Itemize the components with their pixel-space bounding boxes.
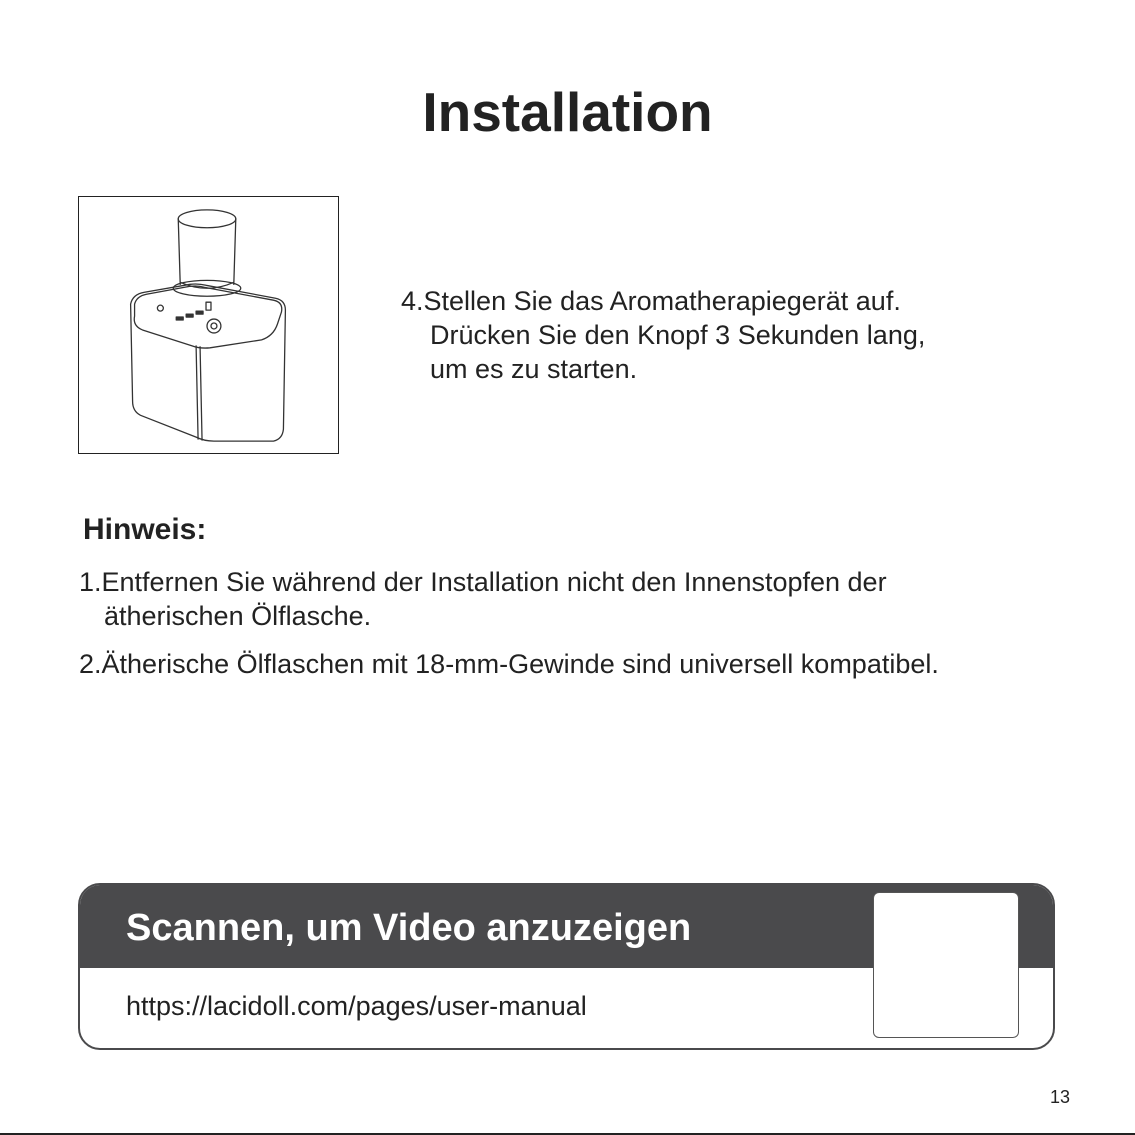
note-1-line-2: ätherischen Ölflasche. (104, 601, 372, 631)
page-title: Installation (422, 81, 713, 143)
step-number: 4. (401, 286, 424, 316)
note-2-line-1: Ätherische Ölflaschen mit 18-mm-Gewinde sind universell kompatibel. (101, 649, 939, 679)
step-line-2: Drücken Sie den Knopf 3 Sekunden lang, (430, 320, 926, 350)
page-number: 13 (1050, 1087, 1071, 1107)
video-title: Scannen, um Video anzuzeigen (126, 907, 692, 949)
qr-code-placeholder-icon[interactable] (873, 892, 1019, 1038)
notes-heading: Hinweis: (83, 513, 207, 546)
note-item-1 (79, 565, 887, 633)
note-item-2 (79, 647, 939, 681)
video-panel (78, 883, 1055, 1050)
step-line-1: 4.Stellen Sie das Aromatherapiegerät auf. (401, 286, 901, 316)
step-line-3: um es zu starten. (430, 354, 638, 384)
aroma-diffuser-illustration-icon (79, 197, 338, 453)
note-1-number: 1. (79, 567, 102, 597)
video-url-link[interactable]: https://lacidoll.com/pages/user-manual (126, 991, 587, 1021)
diffuser-illustration (78, 196, 339, 454)
note-1-line-1: Entfernen Sie während der Installation nicht den Innenstopfen der (101, 567, 887, 597)
note-2-number: 2. (79, 649, 102, 679)
step-4 (401, 284, 1041, 386)
